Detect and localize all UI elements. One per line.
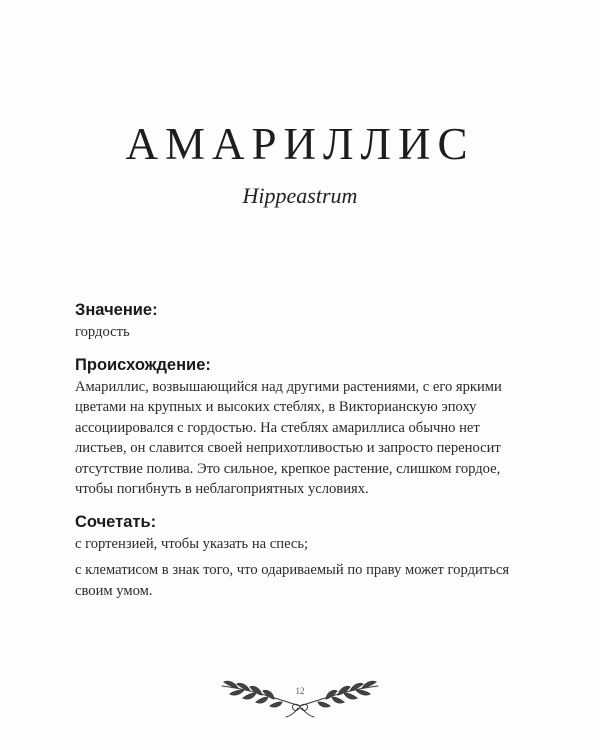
origin-section [75, 355, 535, 500]
origin-text: Амариллис, возвышающийся над другими растениями, с его яркими цветами на крупных и высоких стеблях, в Викторианскую эпоху ассоциировался с гордостью. На стеблях амариллиса обычно нет листьев, он славится своей неприхотливостью и запросто переносит отсутствие полива. Это сильное, крепкое растение, слишком гордое, чтобы погибнуть в неблагоприятных условиях. [75, 378, 502, 497]
combine-section [75, 512, 535, 602]
origin-heading: Происхождение: [75, 355, 211, 374]
combine-item: с клематисом в знак того, что одариваемый по праву может гордиться своим умом. [75, 562, 510, 599]
meaning-heading: Значение: [75, 301, 158, 319]
entry-content [75, 300, 535, 601]
page-title: АМАРИЛЛИС [125, 119, 475, 169]
combine-item: с гортензией, чтобы указать на спесь; [75, 535, 309, 552]
meaning-section [75, 300, 535, 343]
combine-heading: Сочетать: [75, 512, 157, 531]
floral-wreath-ornament-icon [210, 676, 390, 720]
latin-name: Hippeastrum [242, 183, 358, 208]
page-number: 12 [295, 686, 305, 696]
meaning-text: гордость [75, 324, 130, 340]
